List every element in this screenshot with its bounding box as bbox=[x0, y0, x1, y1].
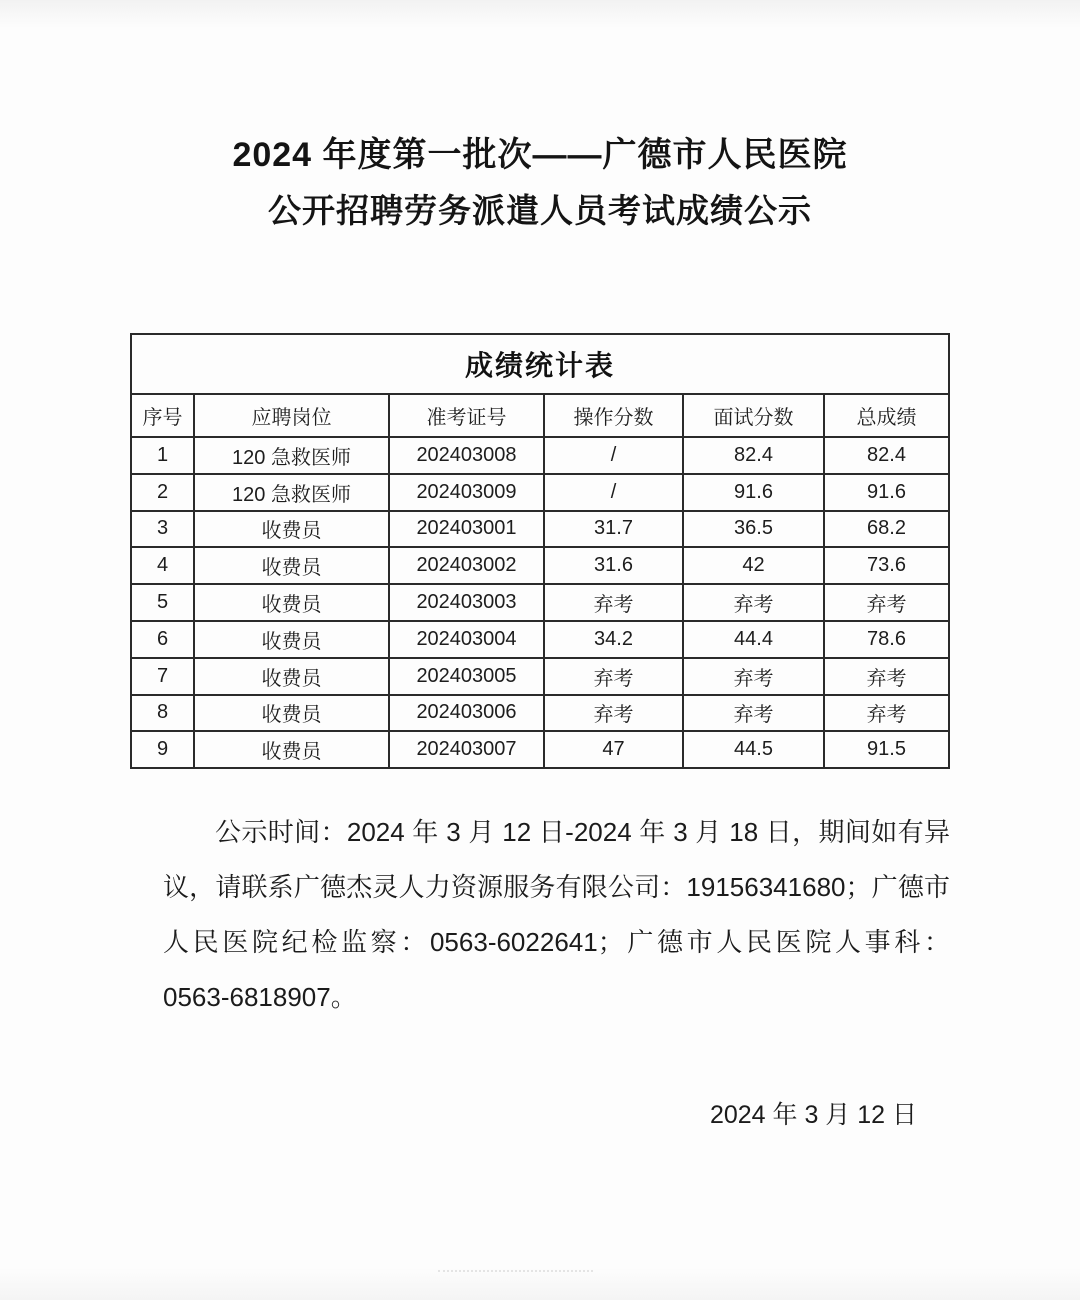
table-cell: 82.4 bbox=[683, 437, 824, 474]
table-cell: 202403008 bbox=[389, 437, 544, 474]
notice-line: 人民医院纪检监察：0563-6022641；广德市人民医院人事科： bbox=[163, 927, 950, 957]
table-cell: 31.6 bbox=[544, 547, 683, 584]
table-cell: 5 bbox=[131, 584, 194, 621]
table-cell: 7 bbox=[131, 658, 194, 695]
table-cell: 120 急救医师 bbox=[194, 474, 389, 511]
table-cell: 202403004 bbox=[389, 621, 544, 658]
table-cell: 弃考 bbox=[824, 658, 949, 695]
notice-line: 0563-6818907。 bbox=[163, 982, 357, 1012]
table-cell: 收费员 bbox=[194, 584, 389, 621]
table-cell: 91.6 bbox=[824, 474, 949, 511]
table-row bbox=[131, 658, 949, 695]
document-title-line1: 2024 年度第一批次——广德市人民医院 bbox=[232, 136, 848, 174]
table-caption: 成绩统计表 bbox=[131, 334, 949, 394]
table-cell: 202403005 bbox=[389, 658, 544, 695]
table-cell: 4 bbox=[131, 547, 194, 584]
table-cell: 34.2 bbox=[544, 621, 683, 658]
table-cell: 3 bbox=[131, 511, 194, 548]
column-header-interview-score: 面试分数 bbox=[683, 394, 824, 437]
table-cell: 202403006 bbox=[389, 695, 544, 732]
table-row bbox=[131, 731, 949, 768]
table-cell: 202403003 bbox=[389, 584, 544, 621]
table-cell: 弃考 bbox=[544, 658, 683, 695]
table-cell: 弃考 bbox=[824, 695, 949, 732]
table-cell: 1 bbox=[131, 437, 194, 474]
table-cell: 44.5 bbox=[683, 731, 824, 768]
column-header-operation-score: 操作分数 bbox=[544, 394, 683, 437]
table-cell: 收费员 bbox=[194, 621, 389, 658]
table-cell: 2 bbox=[131, 474, 194, 511]
table-cell: / bbox=[544, 474, 683, 511]
table-cell: 收费员 bbox=[194, 511, 389, 548]
notice-paragraph bbox=[163, 805, 950, 1025]
table-cell: 弃考 bbox=[824, 584, 949, 621]
table-cell: 91.6 bbox=[683, 474, 824, 511]
table-header-row bbox=[131, 394, 949, 437]
table-cell: 68.2 bbox=[824, 511, 949, 548]
table-row bbox=[131, 437, 949, 474]
table-row bbox=[131, 547, 949, 584]
table-body bbox=[131, 437, 949, 768]
table-cell: 收费员 bbox=[194, 731, 389, 768]
column-header-total-score: 总成绩 bbox=[824, 394, 949, 437]
table-cell: 47 bbox=[544, 731, 683, 768]
table-cell: 78.6 bbox=[824, 621, 949, 658]
table-cell: 收费员 bbox=[194, 695, 389, 732]
table-cell: 弃考 bbox=[683, 658, 824, 695]
table-cell: 120 急救医师 bbox=[194, 437, 389, 474]
table-row bbox=[131, 695, 949, 732]
notice-line: 议，请联系广德杰灵人力资源服务有限公司：19156341680；广德市 bbox=[163, 872, 950, 902]
scan-artifact bbox=[438, 1268, 593, 1272]
table-row bbox=[131, 621, 949, 658]
table-cell: 收费员 bbox=[194, 547, 389, 584]
table-caption-row bbox=[131, 334, 949, 394]
table-cell: 弃考 bbox=[544, 695, 683, 732]
table-cell: 收费员 bbox=[194, 658, 389, 695]
table-row bbox=[131, 474, 949, 511]
table-row bbox=[131, 511, 949, 548]
table-cell: 弃考 bbox=[683, 584, 824, 621]
column-header-position: 应聘岗位 bbox=[194, 394, 389, 437]
sign-date: 2024 年 3 月 12 日 bbox=[709, 1101, 917, 1129]
table-cell: 202403001 bbox=[389, 511, 544, 548]
document-title-line2: 公开招聘劳务派遣人员考试成绩公示 bbox=[268, 192, 812, 229]
document-title bbox=[0, 128, 1080, 238]
score-table bbox=[130, 333, 950, 769]
table-cell: 弃考 bbox=[544, 584, 683, 621]
table-cell: 36.5 bbox=[683, 511, 824, 548]
table-cell: 44.4 bbox=[683, 621, 824, 658]
table-cell: 73.6 bbox=[824, 547, 949, 584]
table-cell: 31.7 bbox=[544, 511, 683, 548]
table-cell: 弃考 bbox=[683, 695, 824, 732]
table-cell: 202403009 bbox=[389, 474, 544, 511]
column-header-ticket-number: 准考证号 bbox=[389, 394, 544, 437]
table-cell: 91.5 bbox=[824, 731, 949, 768]
table-cell: 42 bbox=[683, 547, 824, 584]
table-cell: 9 bbox=[131, 731, 194, 768]
table-row bbox=[131, 584, 949, 621]
table-cell: 6 bbox=[131, 621, 194, 658]
table-cell: 202403007 bbox=[389, 731, 544, 768]
column-header-index: 序号 bbox=[131, 394, 194, 437]
table-cell: 202403002 bbox=[389, 547, 544, 584]
table-cell: 82.4 bbox=[824, 437, 949, 474]
notice-line: 公示时间：2024 年 3 月 12 日-2024 年 3 月 18 日，期间如有异 bbox=[215, 817, 950, 847]
table-cell: 8 bbox=[131, 695, 194, 732]
table-cell: / bbox=[544, 437, 683, 474]
